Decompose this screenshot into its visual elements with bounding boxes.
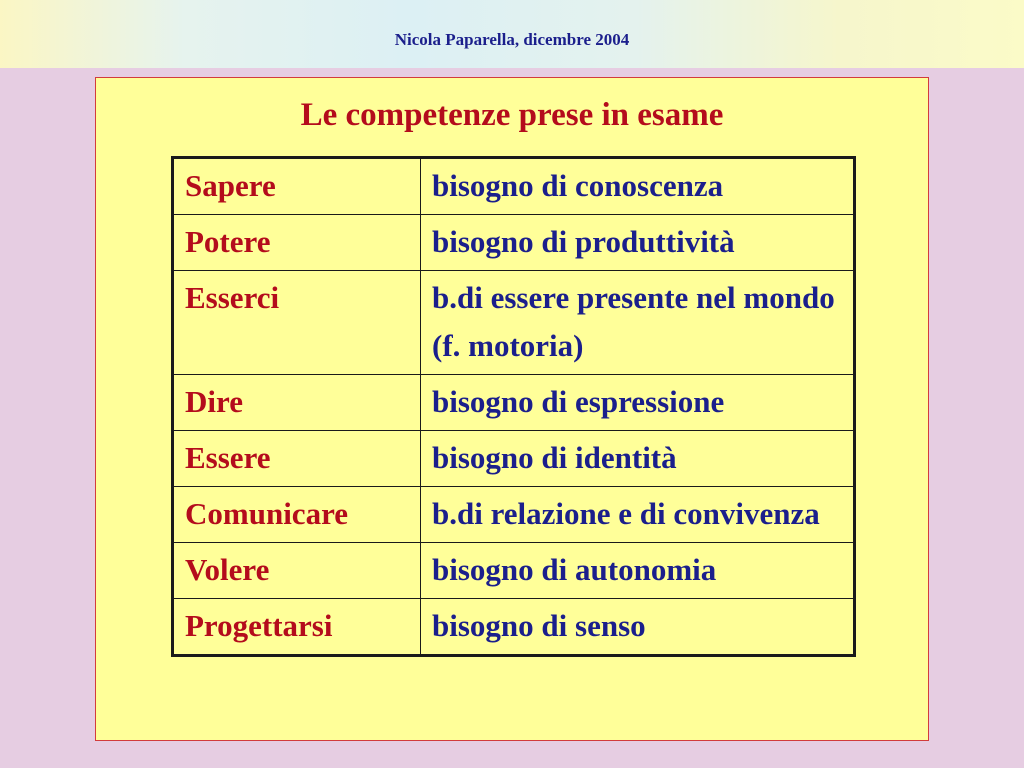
competence-need: b.di relazione e di convivenza (421, 487, 855, 543)
competences-table (171, 156, 856, 657)
header-band (0, 0, 1024, 68)
table-row (173, 271, 855, 375)
competence-name: Comunicare (173, 487, 421, 543)
competence-need: bisogno di identità (421, 431, 855, 487)
competence-name: Esserci (173, 271, 421, 375)
competence-need: bisogno di conoscenza (421, 158, 855, 215)
competence-need: bisogno di produttività (421, 215, 855, 271)
table-row (173, 599, 855, 656)
table-row (173, 375, 855, 431)
competence-need: bisogno di autonomia (421, 543, 855, 599)
competence-need: bisogno di espressione (421, 375, 855, 431)
slide-panel (95, 77, 929, 741)
table-row (173, 487, 855, 543)
competence-need: bisogno di senso (421, 599, 855, 656)
competence-need: b.di essere presente nel mondo (f. motoria) (421, 271, 855, 375)
table-row (173, 215, 855, 271)
competence-name: Essere (173, 431, 421, 487)
header-author-date: Nicola Paparella, dicembre 2004 (394, 30, 630, 49)
competence-name: Volere (173, 543, 421, 599)
competence-name: Sapere (173, 158, 421, 215)
competence-name: Dire (173, 375, 421, 431)
competence-name: Potere (173, 215, 421, 271)
table-row (173, 543, 855, 599)
slide-title: Le competenze prese in esame (300, 97, 724, 133)
competence-name: Progettarsi (173, 599, 421, 656)
table-row (173, 158, 855, 215)
table-row (173, 431, 855, 487)
